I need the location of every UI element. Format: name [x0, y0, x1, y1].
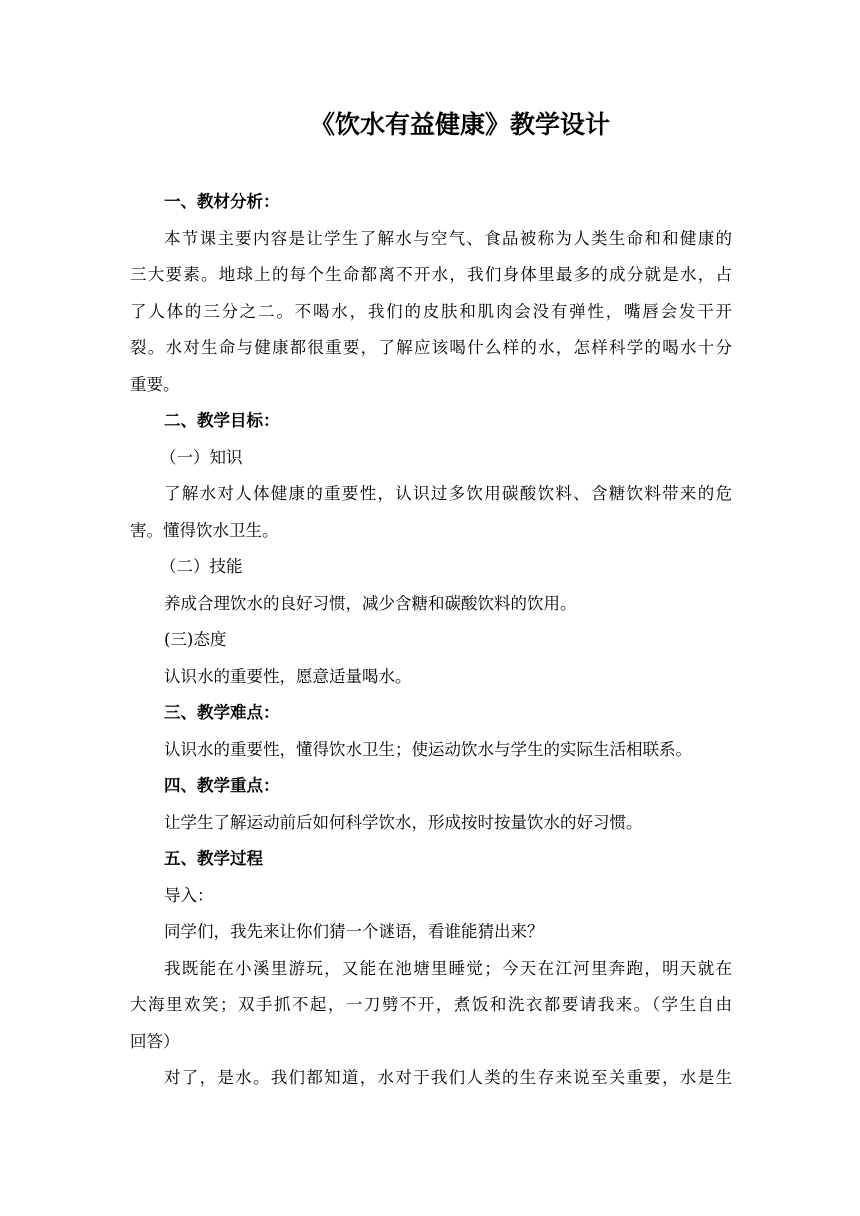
section-heading-material-analysis: 一、教材分析： [164, 192, 280, 211]
section-heading-teaching-goals: 二、教学目标： [164, 411, 280, 430]
paragraph-line: 重要。 [130, 374, 180, 394]
section-heading-key-points: 四、教学重点： [164, 776, 280, 795]
subsection-heading-skills: （二）技能 [160, 557, 243, 576]
paragraph-line: 我既能在小溪里游玩，又能在池塘里睡觉；今天在江河里奔跑，明天就在 [164, 958, 732, 978]
section-heading-teaching-process: 五、教学过程 [164, 849, 263, 868]
paragraph-line: 大海里欢笑；双手抓不起，一刀劈不开，煮饭和洗衣都要请我来。（学生自由 [130, 995, 732, 1014]
paragraph-line: 导入： [164, 885, 214, 905]
document-title: 《饮水有益健康》教学设计 [309, 110, 610, 139]
paragraph-line: 养成合理饮水的良好习惯，减少含糖和碳酸饮料的饮用。 [164, 593, 577, 613]
section-heading-difficulties: 三、教学难点： [164, 703, 280, 722]
paragraph-line: 认识水的重要性，懂得饮水卫生；使运动饮水与学生的实际生活相联系。 [164, 739, 692, 759]
paragraph-line: 认识水的重要性，愿意适量喝水。 [164, 666, 412, 686]
paragraph-line: 对了，是水。我们都知道，水对于我们人类的生存来说至关重要，水是生 [164, 1068, 732, 1087]
paragraph-line: 害。懂得饮水卫生。 [130, 520, 279, 540]
paragraph-line: 本节课主要内容是让学生了解水与空气、食品被称为人类生命和和健康的 [164, 228, 732, 248]
paragraph-line: 回答） [130, 1031, 180, 1051]
paragraph-line: 了人体的三分之二。不喝水，我们的皮肤和肌肉会没有弹性，嘴唇会发干开 [130, 301, 732, 321]
paragraph-line: 裂。水对生命与健康都很重要，了解应该喝什么样的水，怎样科学的喝水十分 [130, 338, 732, 357]
paragraph-line: 三大要素。地球上的每个生命都离不开水，我们身体里最多的成分就是水，占 [130, 265, 732, 284]
subsection-heading-attitude: (三)态度 [164, 630, 227, 649]
paragraph-line: 让学生了解运动前后如何科学饮水，形成按时按量饮水的好习惯。 [164, 812, 643, 832]
paragraph-line: 了解水对人体健康的重要性，认识过多饮用碳酸饮料、含糖饮料带来的危 [164, 484, 732, 503]
paragraph-line: 同学们，我先来让你们猜一个谜语，看谁能猜出来？ [164, 922, 544, 941]
document-body [130, 184, 732, 1097]
subsection-heading-knowledge: （一）知识 [160, 447, 243, 467]
